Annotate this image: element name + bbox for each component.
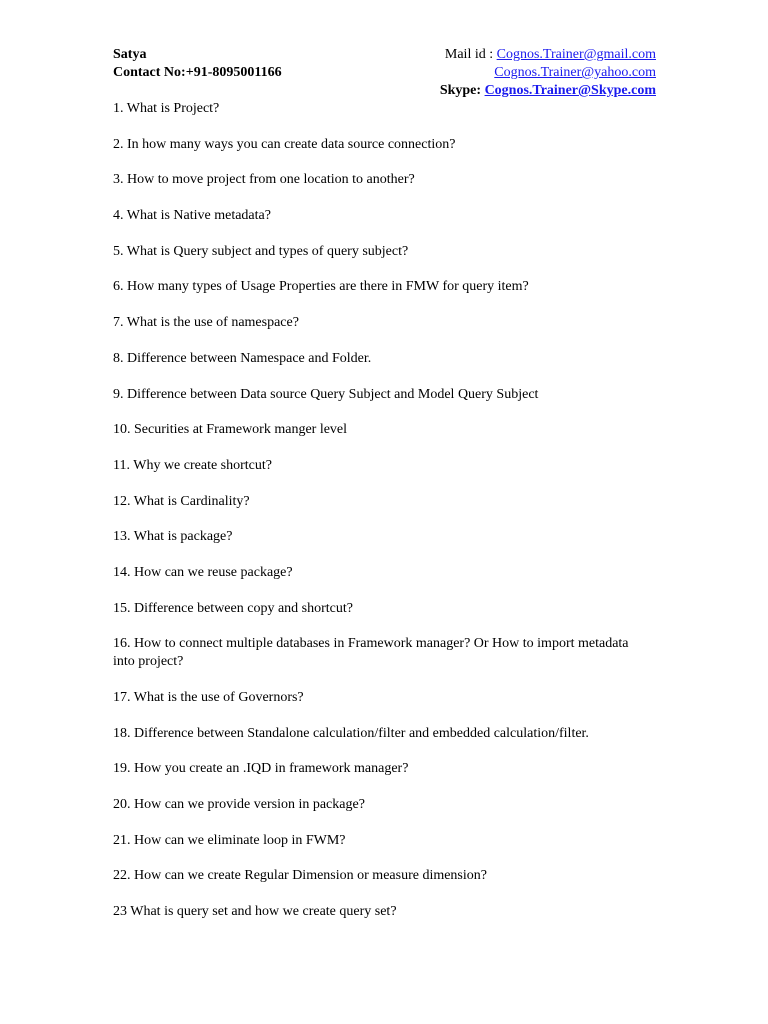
question-item: 13. What is package? xyxy=(113,529,233,545)
mail-line xyxy=(440,46,656,64)
contact-info xyxy=(113,46,282,82)
skype-label: Skype: xyxy=(439,83,485,98)
question-item: 14. How can we reuse package? xyxy=(113,564,293,580)
question-item: 2. In how many ways you can create data source connection? xyxy=(113,136,456,152)
question-list xyxy=(113,100,653,939)
question-item: 4. What is Native metadata? xyxy=(113,208,271,224)
question-item: 20. How can we provide version in package? xyxy=(113,797,365,813)
question-item: 8. Difference between Namespace and Folder. xyxy=(113,350,372,366)
yahoo-line xyxy=(440,64,656,82)
author-name: Satya xyxy=(113,47,147,62)
question-item: 6. How many types of Usage Properties are there in FMW for query item? xyxy=(113,279,529,295)
question-item: 1. What is Project? xyxy=(113,101,220,116)
contact-header xyxy=(113,46,656,102)
question-item: 5. What is Query subject and types of query subject? xyxy=(113,243,409,259)
question-item: 23 What is query set and how we create query set? xyxy=(113,904,397,920)
yahoo-link[interactable]: Cognos.Trainer@yahoo.com xyxy=(494,65,656,80)
email-info xyxy=(440,46,656,100)
question-item: 11. Why we create shortcut? xyxy=(113,457,272,473)
mail-label: Mail id : xyxy=(444,47,497,62)
skype-line xyxy=(440,82,656,100)
gmail-link[interactable]: Cognos.Trainer@gmail.com xyxy=(496,47,656,62)
question-item: 19. How you create an .IQD in framework manager? xyxy=(113,761,409,777)
question-item: 3. How to move project from one location to another? xyxy=(113,172,415,188)
question-item: 18. Difference between Standalone calculation/filter and embedded calculation/filter. xyxy=(113,725,589,741)
question-item: 7. What is the use of namespace? xyxy=(113,315,299,331)
contact-number: +91-8095001166 xyxy=(185,65,282,80)
question-item: 21. How can we eliminate loop in FWM? xyxy=(113,832,346,848)
question-item: 22. How can we create Regular Dimension or measure dimension? xyxy=(113,868,487,884)
contact-label: Contact No: xyxy=(113,65,186,80)
question-item: 17. What is the use of Governors? xyxy=(113,690,304,705)
question-item: 15. Difference between copy and shortcut? xyxy=(113,600,353,616)
question-item: 10. Securities at Framework manger level xyxy=(113,422,348,438)
question-item: 12. What is Cardinality? xyxy=(113,493,250,509)
question-item: 9. Difference between Data source Query Subject and Model Query Subject xyxy=(113,386,539,402)
contact-line xyxy=(113,64,282,82)
question-item: 16. How to connect multiple databases in Framework manager? Or How to import metadata into project? xyxy=(113,636,629,670)
skype-link[interactable]: Cognos.Trainer@Skype.com xyxy=(484,83,656,98)
